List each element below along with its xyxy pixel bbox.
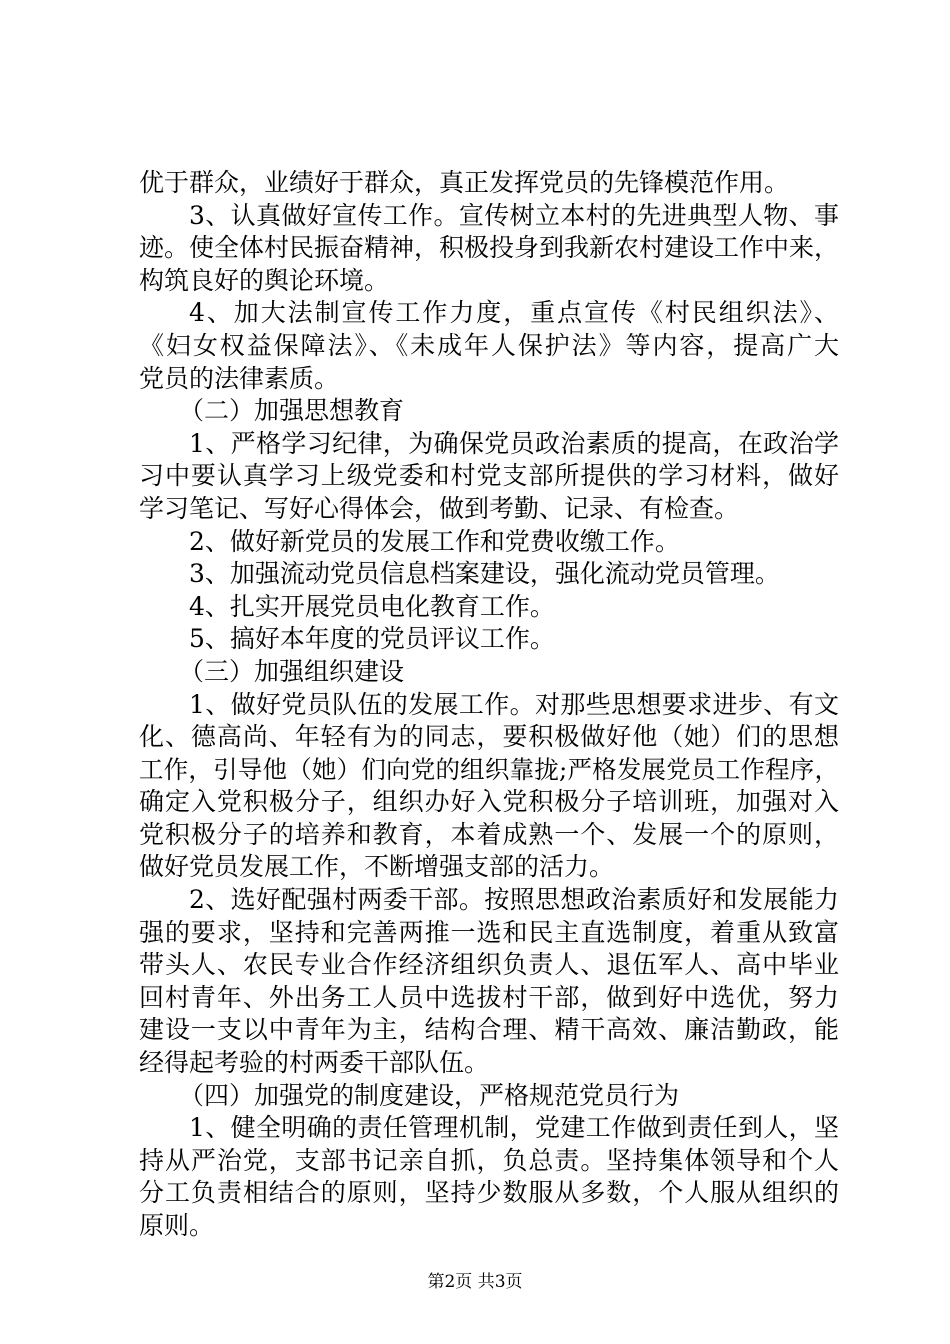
section-heading: （二）加强思想教育 [179,396,405,426]
text-line: 建设一支以中青年为主，结构合理、精干高效、廉洁勤政，能 [139,1015,839,1045]
text-line: 1、严格学习纪律，为确保党员政治素质的提高，在政治学 [189,428,839,458]
text-line: 构筑良好的舆论环境。 [139,265,390,295]
text-line: 迹。使全体村民振奋精神，积极投身到我新农村建设工作中来， [139,233,840,263]
text-line: 习中要认真学习上级党委和村党支部所提供的学习材料，做好 [139,461,839,491]
text-line: 持从严治党，支部书记亲自抓，负总责。坚持集体领导和个人 [139,1145,839,1175]
text-line: 4、扎实开展党员电化教育工作。 [189,591,555,621]
section-heading: （三）加强组织建设 [179,656,405,686]
text-line: 确定入党积极分子，组织办好入党积极分子培训班，加强对入 [139,787,839,817]
text-line: 强的要求，坚持和完善两推一选和民主直选制度，着重从致富 [139,917,839,947]
page-footer [0,1271,950,1293]
text-line: 化、德高尚、年轻有为的同志，要积极做好他（她）们的思想 [139,722,839,752]
text-line: 3、认真做好宣传工作。宣传树立本村的先进典型人物、事 [189,200,839,230]
text-line: 原则。 [139,1211,215,1240]
text-line: 党员的法律素质。 [139,363,340,393]
section-heading: （四）加强党的制度建设，严格规范党员行为 [179,1080,680,1110]
document-body [139,167,839,1243]
text-line: 2、选好配强村两委干部。按照思想政治素质好和发展能力 [189,885,839,915]
text-line: 回村青年、外出务工人员中选拔村干部，做到好中选优，努力 [139,982,839,1012]
text-line: 《妇女权益保障法》、《未成年人保护法》等内容，提高广大 [139,330,839,360]
page-number-label: 第2页 共3页 [427,1272,523,1292]
text-line: 经得起考验的村两委干部队伍。 [139,1048,490,1078]
text-line: 党积极分子的培养和教育，本着成熟一个、发展一个的原则， [139,819,839,849]
text-line: 工作，引导他（她）们向党的组织靠拢;严格发展党员工作程序， [139,754,839,784]
text-line: 5、搞好本年度的党员评议工作。 [189,624,555,654]
text-line: 优于群众，业绩好于群众，真正发挥党员的先锋模范作用。 [139,168,790,197]
text-line: 1、健全明确的责任管理机制，党建工作做到责任到人，坚 [189,1113,839,1143]
text-line: 3、加强流动党员信息档案建设，强化流动党员管理。 [189,559,780,589]
text-line: 带头人、农民专业合作经济组织负责人、退伍军人、高中毕业 [139,950,839,980]
text-line: 学习笔记、写好心得体会，做到考勤、记录、有检查。 [139,493,740,523]
text-line: 分工负责相结合的原则，坚持少数服从多数，个人服从组织的 [139,1178,839,1208]
text-line: 2、做好新党员的发展工作和党费收缴工作。 [189,526,680,556]
text-line: 1、做好党员队伍的发展工作。对那些思想要求进步、有文 [189,689,839,719]
text-line: 做好党员发展工作，不断增强支部的活力。 [139,852,615,882]
text-line: 4、加大法制宣传工作力度，重点宣传《村民组织法》、 [189,298,839,328]
